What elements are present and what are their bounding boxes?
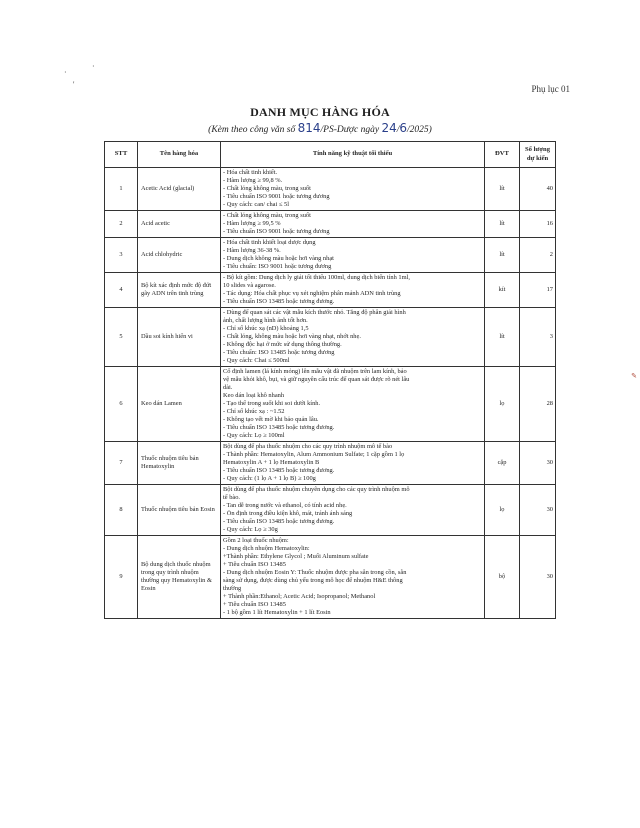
table-row <box>105 308 556 367</box>
table-row <box>105 485 556 536</box>
row-stt: 4 <box>105 273 138 308</box>
table-header-row <box>105 142 556 168</box>
row-unit: lọ <box>485 485 520 536</box>
row-item-name: Acetic Acid (glacial) <box>138 168 221 211</box>
document-title: DANH MỤC HÀNG HÓA <box>250 105 390 119</box>
spec-line: - 1 bộ gồm 1 lít Hematoxylin + 1 lít Eosin <box>223 609 331 616</box>
table-row <box>105 168 556 211</box>
spec-line: - Quy cách: Chai ≤ 500ml <box>223 357 290 364</box>
row-item-name: Acid acetic <box>138 211 221 238</box>
spec-line: - Quy cách: can/ chai ≤ 5l <box>223 201 289 208</box>
spec-line: thường <box>223 585 242 592</box>
spec-line: - Thành phần: Hematoxylin, Alum Ammonium Sulfate; 1 cặp gồm 1 lọ <box>223 451 405 458</box>
table-row <box>105 238 556 273</box>
table-row <box>105 442 556 485</box>
row-spec <box>221 485 485 536</box>
row-qty: 3 <box>520 308 556 367</box>
subtitle-suffix: /2025) <box>407 125 432 135</box>
table-row <box>105 211 556 238</box>
row-unit: bộ <box>485 536 520 619</box>
spec-line: ảnh, chất lượng hình ảnh tốt hơn. <box>223 317 308 324</box>
header-qty: Số lượng dự kiến <box>520 142 556 168</box>
row-spec <box>221 536 485 619</box>
spec-line: 10 slides và agarose. <box>223 282 276 289</box>
scan-speck: · <box>64 68 67 77</box>
spec-line: - Hàm lượng 36-38 %. <box>223 247 281 254</box>
spec-line: - Hàm lượng ≥ 99,5 % <box>223 220 281 227</box>
spec-line: - Dung dịch nhuộm Eosin Y: Thuốc nhuộm được pha sẵn trong cồn, sẵn <box>223 569 407 576</box>
row-stt: 3 <box>105 238 138 273</box>
table-body <box>105 168 556 619</box>
spec-line: - Ổn định trong điều kiện khô, mát, tránh ánh sáng <box>223 510 353 517</box>
spec-line: tế bào. <box>223 494 241 501</box>
spec-line: - Chỉ số khúc xạ : ~1.52 <box>223 408 285 415</box>
spec-line: - Không tạo vết mờ khi bảo quản lâu. <box>223 416 319 423</box>
spec-line: - Tiêu chuẩn: ISO 13485 hoặc tương đương <box>223 349 335 356</box>
row-item-name: Thuốc nhuộm tiêu bản Hematoxylin <box>138 442 221 485</box>
row-qty: 30 <box>520 442 556 485</box>
row-spec <box>221 442 485 485</box>
spec-line: - Dung dịch không màu hoặc hơi vàng nhạt <box>223 255 334 262</box>
row-item-name: Bộ dung dịch thuốc nhuộm trong quy trình nhuộm thường quy Hematoxylin & Eosin <box>138 536 221 619</box>
row-item-name: Thuốc nhuộm tiêu bản Eosin <box>138 485 221 536</box>
date-slash: / <box>396 125 400 135</box>
row-qty: 40 <box>520 168 556 211</box>
spec-line: - Quy cách: (1 lọ A + 1 lọ B) ≥ 100g <box>223 475 316 482</box>
spec-line: - Quy cách: Lọ ≥ 100ml <box>223 432 285 439</box>
appendix-label: Phụ lục 01 <box>531 84 570 94</box>
row-spec <box>221 168 485 211</box>
handwritten-day: 24 <box>381 121 397 135</box>
spec-line: - Tiêu chuẩn ISO 9001 hoặc tương đương <box>223 193 330 200</box>
header-unit: ĐVT <box>485 142 520 168</box>
row-qty: 17 <box>520 273 556 308</box>
spec-line: Keo dán loại khô nhanh <box>223 392 285 399</box>
header-name: Tên hàng hóa <box>138 142 221 168</box>
spec-line: sàng sử dụng, được dùng chủ yếu trong mô học để nhuộm H&E thông <box>223 577 403 584</box>
row-unit: lít <box>485 308 520 367</box>
spec-line: - Bộ kít gồm: Dung dịch ly giải tối thiểu 100ml, dung dịch biến tính 1ml, <box>223 274 410 281</box>
row-stt: 1 <box>105 168 138 211</box>
row-item-name: Acid chlohydric <box>138 238 221 273</box>
row-stt: 8 <box>105 485 138 536</box>
row-qty: 16 <box>520 211 556 238</box>
row-qty: 2 <box>520 238 556 273</box>
spec-line: Bột dùng để pha thuốc nhuộm chuyên dụng cho các quy trình nhuộm mô <box>223 486 410 493</box>
row-stt: 6 <box>105 367 138 442</box>
handwritten-doc-number: 814 <box>297 121 321 135</box>
header-stt: STT <box>105 142 138 168</box>
spec-line: Hematoxylin A + 1 lọ Hematoxylin B <box>223 459 320 466</box>
row-unit: kít <box>485 273 520 308</box>
goods-table <box>104 141 556 619</box>
row-spec <box>221 211 485 238</box>
row-unit: lít <box>485 211 520 238</box>
spec-line: - Dùng để quan sát các vật mẫu kích thước nhỏ. Tăng độ phân giải hình <box>223 309 406 316</box>
row-stt: 9 <box>105 536 138 619</box>
document-subtitle <box>0 121 640 135</box>
scan-speck: · <box>92 62 95 71</box>
spec-line: - Tác dụng: Hóa chất phục vụ xét nghiệm phân mảnh ADN tinh trùng <box>223 290 401 297</box>
table-row <box>105 367 556 442</box>
spec-line: - Hàm lượng ≥ 99,8 %. <box>223 177 283 184</box>
table-row <box>105 536 556 619</box>
spec-line: - Tạo thể trong suốt khi soi dưới kính. <box>223 400 321 407</box>
row-spec <box>221 367 485 442</box>
row-stt: 7 <box>105 442 138 485</box>
spec-line: - Chỉ số khúc xạ (nD) khoảng 1,5 <box>223 325 309 332</box>
spec-line: - Chất lỏng không màu, trong suốt <box>223 185 311 192</box>
spec-line: + Tiêu chuẩn ISO 13485 <box>223 601 286 608</box>
spec-line: - Tiêu chuẩn ISO 9001 hoặc tương đương <box>223 228 330 235</box>
spec-line: +Thành phần: Ethylene Glycol ; Muối Aluminum sulfate <box>223 553 369 560</box>
row-qty: 30 <box>520 536 556 619</box>
row-unit: lọ <box>485 367 520 442</box>
row-stt: 2 <box>105 211 138 238</box>
subtitle-mid: /PS-Dược ngày <box>320 125 382 135</box>
spec-line: - Chất lỏng, không màu hoặc hơi vàng nhạt, nhớt nhẹ. <box>223 333 361 340</box>
spec-line: - Tiêu chuẩn ISO 13485 hoặc tương đương. <box>223 467 335 474</box>
scan-speck: ' <box>73 80 75 89</box>
spec-line: Gồm 2 loại thuốc nhuộm: <box>223 537 289 544</box>
spec-line: - Tiêu chuẩn: ISO 9001 hoặc tương đương <box>223 263 332 270</box>
margin-stamp-mark: ✎ <box>630 372 638 380</box>
handwritten-month: 6 <box>399 121 407 135</box>
row-unit: lít <box>485 238 520 273</box>
spec-line: + Thành phần:Ethanol; Acetic Acid; Isopropanol; Methanol <box>223 593 376 600</box>
header-spec: Tính năng kỹ thuật tối thiểu <box>221 142 485 168</box>
row-item-name: Dầu soi kính hiển vi <box>138 308 221 367</box>
spec-line: Bột dùng để pha thuốc nhuộm cho các quy trình nhuộm mô tế bào <box>223 443 393 450</box>
row-item-name: Bộ kít xác định mức độ đứt gãy ADN trên tinh trùng <box>138 273 221 308</box>
spec-line: - Dung dịch nhuộm Hematoxylin: <box>223 545 310 552</box>
spec-line: Cố định lamen (lá kính mỏng) lên mẫu vật đã nhuộm trên lam kính, bảo <box>223 368 407 375</box>
subtitle-prefix: (Kèm theo công văn số <box>208 125 298 135</box>
spec-line: - Không độc hại ở mức sử dụng thông thường. <box>223 341 342 348</box>
row-spec <box>221 273 485 308</box>
spec-line: - Hóa chất tinh khiết. <box>223 169 278 176</box>
spec-line: - Tan dễ trong nước và ethanol, có tính acid nhẹ. <box>223 502 347 509</box>
row-unit: cặp <box>485 442 520 485</box>
row-unit: lít <box>485 168 520 211</box>
row-spec <box>221 238 485 273</box>
row-spec <box>221 308 485 367</box>
spec-line: + Tiêu chuẩn ISO 13485 <box>223 561 286 568</box>
table-row <box>105 273 556 308</box>
spec-line: - Tiêu chuẩn ISO 13485 hoặc tương đương. <box>223 518 335 525</box>
row-qty: 30 <box>520 485 556 536</box>
spec-line: dài. <box>223 384 233 391</box>
spec-line: - Quy cách: Lọ ≥ 30g <box>223 526 278 533</box>
row-stt: 5 <box>105 308 138 367</box>
spec-line: - Tiêu chuẩn ISO 13485 hoặc tương đương. <box>223 298 335 305</box>
row-item-name: Keo dán Lamen <box>138 367 221 442</box>
spec-line: - Tiêu chuẩn ISO 13485 hoặc tương đương. <box>223 424 335 431</box>
spec-line: - Chất lỏng không màu, trong suốt <box>223 212 311 219</box>
spec-line: - Hóa chất tinh khiết loại dược dụng <box>223 239 316 246</box>
spec-line: vệ mẫu khỏi khô, bụi, và giữ nguyên cấu trúc để quan sát được rõ nét lâu <box>223 376 410 383</box>
row-qty: 28 <box>520 367 556 442</box>
